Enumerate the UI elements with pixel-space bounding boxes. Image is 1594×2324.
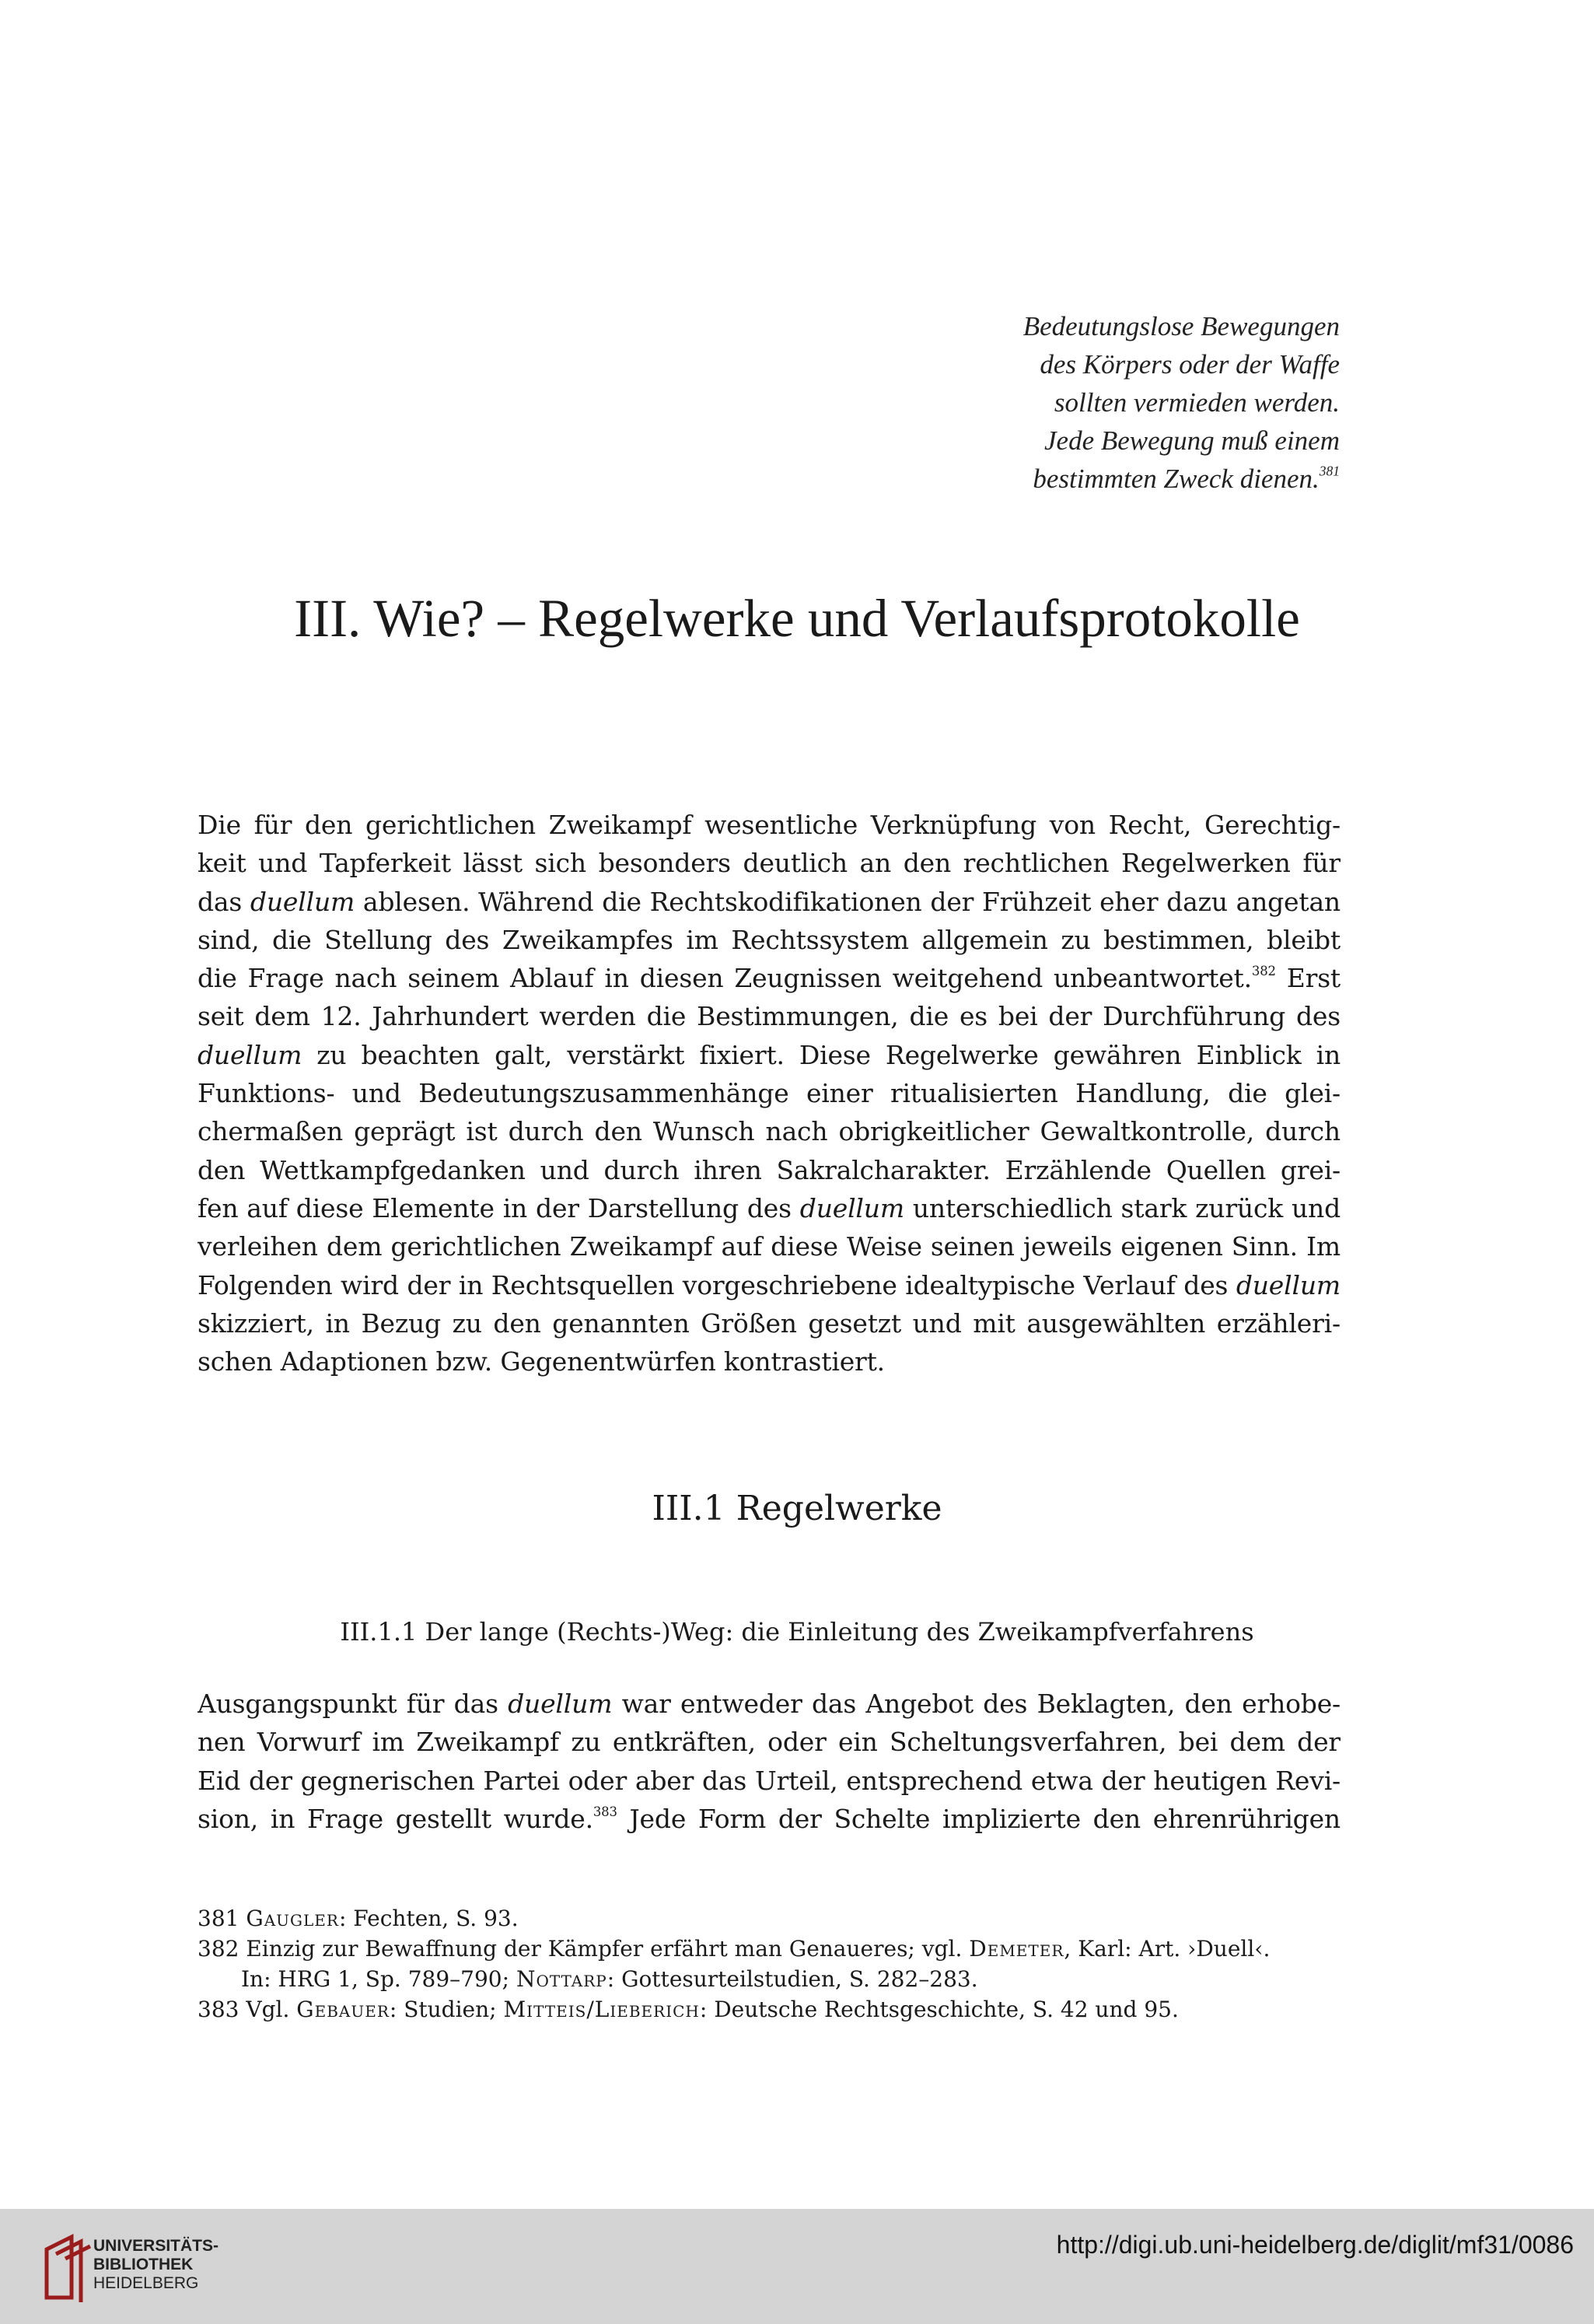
body-paragraph-2 — [198, 1685, 1341, 1838]
text-line: den Wettkampfgedanken und durch ihren Sakralcharakter. Erzählende Quellen grei- — [198, 1154, 1341, 1185]
text-line: seit dem 12. Jahrhundert werden die Bestimmungen, die es bei der Durchführung des — [198, 1001, 1341, 1032]
logo-line-1: UNIVERSITÄTS- — [93, 2237, 219, 2255]
footnote-line: 381 Gaugler: Fechten, S. 93. — [198, 1906, 519, 1931]
footnote-382 — [198, 1934, 1341, 1994]
text-line: sind, die Stellung des Zweikampfes im Rechtssystem allgemein zu bestimmen, bleibt — [198, 924, 1341, 955]
text-line: fen auf diese Elemente in der Darstellung des duellum unterschiedlich stark zurück und — [198, 1192, 1341, 1223]
footnote-line: In: HRG 1, Sp. 789–790; Nottarp: Gottesurteilstudien, S. 282–283. — [241, 1966, 978, 1992]
text-line: die Frage nach seinem Ablauf in diesen Zeugnissen weitgehend unbeantwortet.$^{382}$ Erst — [198, 963, 1341, 994]
text-line: Ausgangspunkt für das duellum war entweder das Angebot des Beklagten, den erhobe- — [198, 1689, 1341, 1719]
source-url-link[interactable]: http://digi.ub.uni-heidelberg.de/diglit/mf31/0086 — [1056, 2231, 1574, 2259]
chapter-title: III. Wie? – Regelwerke und Verlaufsprotokolle — [294, 589, 1300, 648]
text-line: Funktions- und Bedeutungszusammenhänge einer ritualisierten Handlung, die glei- — [198, 1078, 1341, 1109]
footnotes — [198, 1903, 1341, 2025]
author-name: Gebauer — [296, 1997, 390, 2022]
footnote-ref[interactable]: 382 — [1251, 964, 1276, 979]
footnote-number: 382 — [198, 1936, 246, 1962]
author-name: Mitteis/Lieberich — [503, 1997, 700, 2022]
text-line: das duellum ablesen. Während die Rechtskodifikationen der Frühzeit eher dazu angetan — [198, 886, 1341, 917]
footnote-line: 383 Vgl. Gebauer: Studien; Mitteis/Lieberich: Deutsche Rechtsgeschichte, S. 42 und 95. — [198, 1997, 1179, 2022]
text-line: duellum zu beachten galt, verstärkt fixiert. Diese Regelwerke gewähren Einblick in — [198, 1039, 1341, 1070]
epigraph-line: des Körpers oder der Waffe — [1040, 349, 1340, 380]
italic-term: duellum — [508, 1689, 613, 1719]
author-name: Gaugler — [246, 1906, 339, 1931]
footnote-ref[interactable]: 383 — [593, 1804, 617, 1820]
text-line: sion, in Frage gestellt wurde.$^{383}$ Jede Form der Schelte implizierte den ehrenrührigen — [198, 1803, 1341, 1834]
text-line: keit und Tapferkeit lässt sich besonders deutlich an den rechtlichen Regelwerken für — [198, 848, 1341, 879]
italic-term: duellum — [250, 886, 355, 917]
footnote-number: 383 — [198, 1997, 246, 2022]
text-line: chermaßen geprägt ist durch den Wunsch nach obrigkeitlicher Gewaltkontrolle, durch — [198, 1116, 1341, 1147]
body-paragraph-1 — [198, 806, 1341, 1381]
epigraph-line: bestimmten Zweck dienen.$^{381}$ — [1033, 463, 1340, 494]
text-line: Eid der gegnerischen Partei oder aber das Urteil, entsprechend etwa der heutigen Revi- — [198, 1765, 1341, 1796]
italic-term: duellum — [799, 1192, 904, 1223]
footnote-381 — [198, 1903, 1341, 1934]
text-line: Folgenden wird der in Rechtsquellen vorgeschriebene idealtypische Verlauf des duellum — [198, 1269, 1341, 1300]
epigraph-line: sollten vermieden werden. — [1054, 387, 1340, 418]
text-line: nen Vorwurf im Zweikampf zu entkräften, oder ein Scheltungsverfahren, bei dem der — [198, 1727, 1341, 1758]
subsection-title: III.1.1 Der lange (Rechts-)Weg: die Einleitung des Zweikampfverfahrens — [340, 1617, 1254, 1647]
logo-line-2: BIBLIOTHEK — [93, 2256, 194, 2273]
text-line: Die für den gerichtlichen Zweikampf wesentliche Verknüpfung von Recht, Gerechtig- — [198, 810, 1341, 840]
library-logo-text — [93, 2237, 218, 2293]
footnote-number: 381 — [198, 1906, 246, 1931]
epigraph-line: Bedeutungslose Bewegungen — [1022, 311, 1340, 341]
logo-line-3: HEIDELBERG — [93, 2274, 199, 2292]
author-name: Nottarp — [516, 1966, 607, 1992]
epigraph — [858, 307, 1340, 498]
footnote-ref[interactable]: 381 — [1319, 463, 1340, 479]
text-line: schen Adaptionen bzw. Gegenentwürfen kontrastiert. — [198, 1346, 885, 1377]
footnote-383 — [198, 1994, 1341, 2025]
epigraph-line: Jede Bewegung muß einem — [1044, 425, 1340, 456]
italic-term: duellum — [1236, 1269, 1341, 1300]
text-line: verleihen dem gerichtlichen Zweikampf auf diese Weise seinen jeweils eigenen Sinn. Im — [198, 1231, 1341, 1262]
section-title: III.1 Regelwerke — [652, 1489, 942, 1528]
text-line: skizziert, in Bezug zu den genannten Größen gesetzt und mit ausgewählten erzähleri- — [198, 1307, 1341, 1339]
author-name: Demeter — [969, 1936, 1064, 1962]
footnote-line: 382 Einzig zur Bewaffnung der Kämpfer erfährt man Genaueres; vgl. Demeter, Karl: Art. ›Duell‹. — [198, 1936, 1271, 1962]
italic-term: duellum — [198, 1039, 302, 1070]
footer-bar — [0, 2209, 1594, 2324]
